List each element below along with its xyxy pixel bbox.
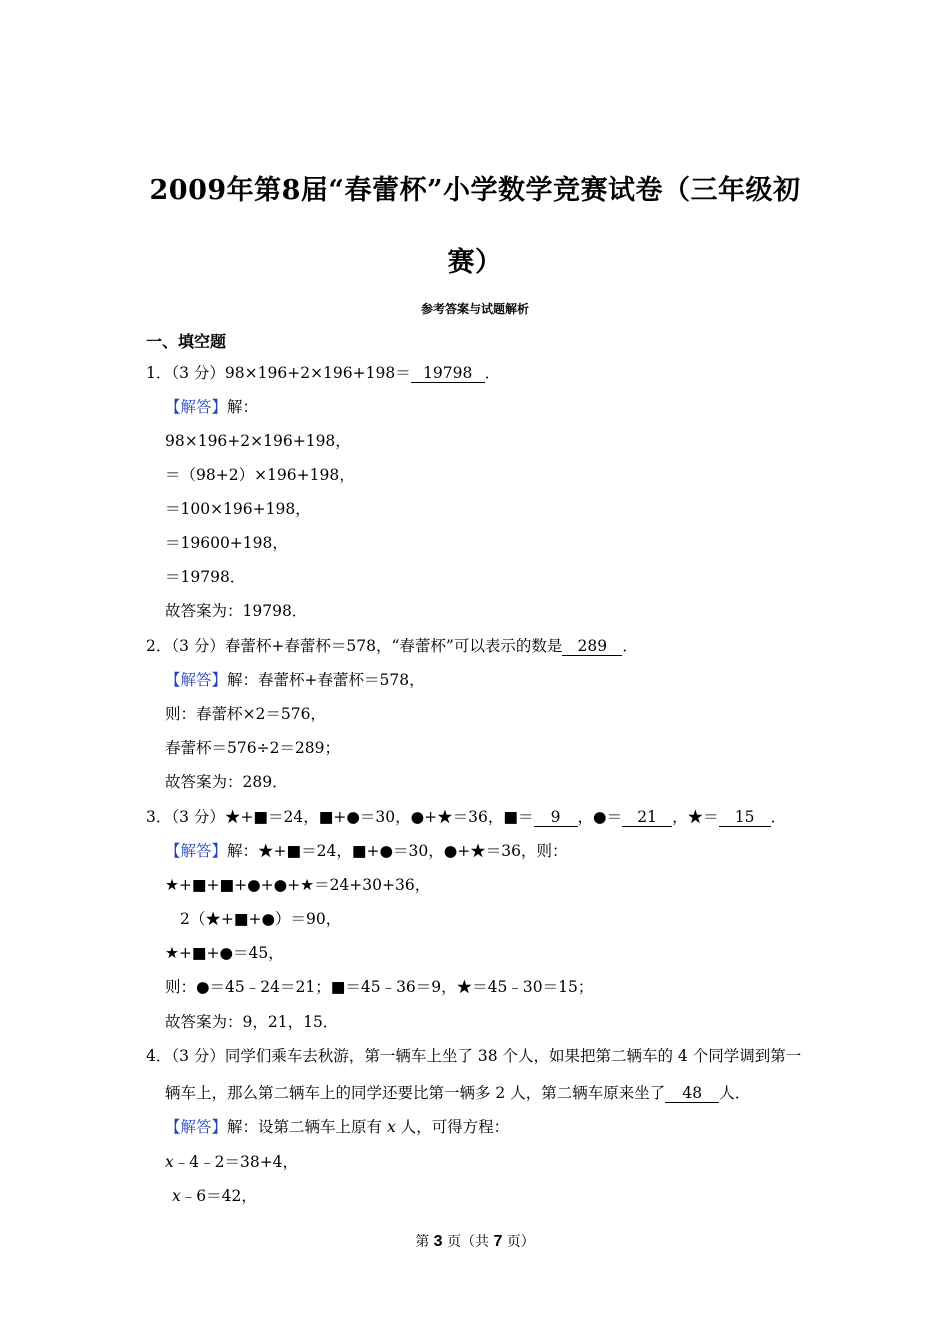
question-text: 同学们乘车去秋游，第一辆车上坐了 38 个人，如果把第二辆车的 4 个同学调到第一 [224, 1047, 802, 1065]
solution-step [165, 1152, 298, 1172]
question-2 [146, 636, 638, 656]
solution-step: ＝100×196+198， [165, 500, 311, 518]
footer-text: 页） [502, 1234, 535, 1250]
question-text: 辆车上，那么第二辆车上的同学还要比第一辆多 2 人，第二辆车原来坐了 [165, 1084, 666, 1102]
solution-step [172, 1186, 257, 1206]
page-footer [0, 1231, 950, 1251]
solution-step: ＝19600+198， [165, 534, 288, 552]
solution-final: 故答案为：19798． [165, 602, 308, 620]
solution-step: 春蕾杯＝576÷2＝289； [165, 739, 341, 757]
question-text: 春蕾杯+春蕾杯＝578，“春蕾杯”可以表示的数是 [224, 637, 563, 655]
question-end: ． [484, 364, 501, 382]
solution-step: 则：●＝45﹣24＝21；■＝45﹣36＝9，★＝45﹣30＝15； [165, 978, 594, 996]
equation-text: ﹣4﹣2＝38+4， [173, 1153, 299, 1171]
question-4-line-2 [165, 1083, 750, 1103]
solution-step: 则：春蕾杯×2＝576， [165, 705, 326, 723]
question-3 [146, 807, 786, 827]
total-page-count: 7 [493, 1233, 503, 1250]
answer-blank: 19798 [411, 364, 485, 383]
document-title-line-2: 赛） [447, 247, 503, 278]
question-number: 1． [146, 364, 172, 382]
question-number: 3． [146, 808, 172, 826]
footer-text: 第 [415, 1234, 434, 1250]
solution-text: 人，可得方程： [395, 1118, 510, 1136]
solution-intro [165, 397, 258, 417]
solution-step: ＝19798． [165, 568, 246, 586]
question-4-line-1 [146, 1046, 801, 1066]
answer-tag: 【解答】 [165, 671, 228, 689]
solution-step: ★+■+●＝45， [165, 944, 284, 962]
solution-final: 故答案为：289． [165, 773, 288, 791]
solution-text: 解：设第二辆车上原有 [227, 1118, 387, 1136]
question-end: ． [622, 637, 638, 655]
variable-x: x [165, 1153, 174, 1171]
solution-text: 解：★+■＝24，■+●＝30，●+★＝36，则： [227, 842, 568, 860]
document-title-line-1: 2009年第8届“春蕾杯”小学数学竞赛试卷（三年级初 [149, 175, 801, 206]
solution-text: 解：春蕾杯+春蕾杯＝578， [227, 671, 425, 689]
question-number: 4． [146, 1047, 172, 1065]
footer-text: 页（共 [442, 1234, 494, 1250]
solution-final: 故答案为：9，21，15． [165, 1013, 339, 1031]
solution-step: ★+■+■+●+●+★＝24+30+36， [165, 876, 431, 894]
answer-blank: 48 [665, 1084, 719, 1103]
question-text: 98×196+2×196+198＝ [224, 364, 411, 382]
answer-blank: 289 [562, 637, 622, 656]
question-score: （3 分） [171, 364, 225, 382]
document-subtitle: 参考答案与试题解析 [420, 302, 529, 316]
solution-intro [165, 841, 568, 861]
current-page-number: 3 [433, 1233, 443, 1250]
question-end: 人． [719, 1084, 751, 1102]
question-score: （3 分） [171, 637, 225, 655]
solution-text: 解： [227, 398, 259, 416]
solution-intro [165, 670, 425, 690]
question-text: ，●＝ [577, 808, 623, 826]
answer-blank-star: 15 [719, 808, 771, 827]
solution-intro [165, 1117, 509, 1137]
question-text: ，★＝ [672, 808, 719, 826]
equation-text: ﹣6＝42， [180, 1187, 257, 1205]
question-score: （3 分） [171, 808, 225, 826]
answer-blank-circle: 21 [622, 808, 672, 827]
solution-step: 2（★+■+●）＝90， [180, 910, 342, 928]
question-text: ★+■＝24，■+●＝30，●+★＝36，■＝ [224, 808, 534, 826]
solution-step: 98×196+2×196+198， [165, 432, 351, 450]
question-end: ． [770, 808, 787, 826]
section-heading: 一、填空题 [146, 332, 227, 351]
solution-step: ＝（98+2）×196+198， [165, 466, 355, 484]
question-number: 2． [146, 637, 172, 655]
variable-x: x [386, 1118, 396, 1136]
answer-tag: 【解答】 [165, 398, 228, 416]
question-score: （3 分） [171, 1047, 225, 1065]
answer-blank-square: 9 [534, 808, 578, 827]
answer-tag: 【解答】 [165, 842, 228, 860]
answer-tag: 【解答】 [165, 1118, 228, 1136]
variable-x: x [172, 1187, 181, 1205]
question-1 [146, 363, 500, 383]
